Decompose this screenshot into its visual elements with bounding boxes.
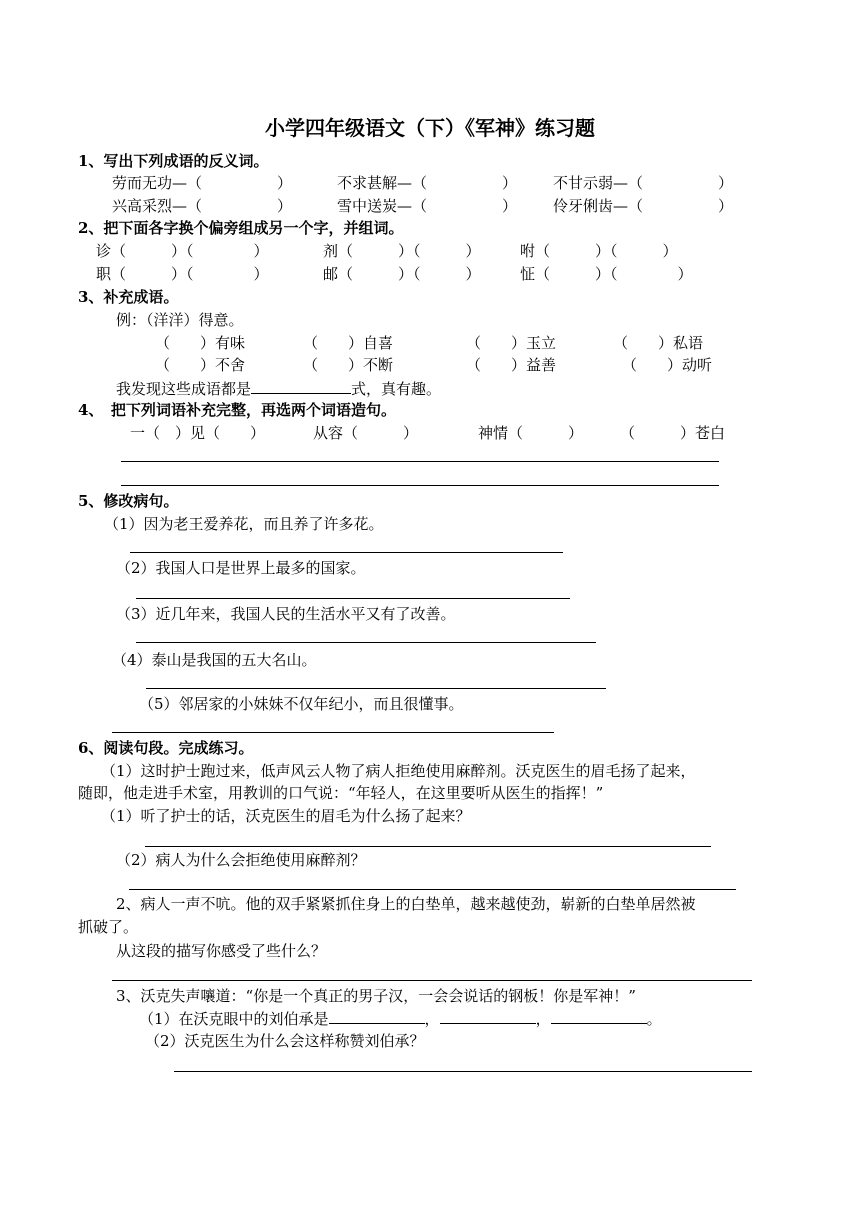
answer-line[interactable] — [129, 889, 736, 890]
page-title: 小学四年级语文（下）《军神》练习题 — [265, 116, 595, 140]
sentence-question: （3）近几年来，我国人民的生活水平又有了改善。 — [116, 605, 456, 623]
reading-question: （2）病人为什么会拒绝使用麻醉剂？ — [116, 851, 366, 869]
section-3-heading: 3、补充成语。 — [78, 288, 179, 306]
word-item: 神情（ ） — [478, 424, 584, 442]
answer-line[interactable] — [130, 552, 563, 553]
radical-item: 咐（ ）（ ） — [520, 242, 678, 260]
reading-question: （2）沃克医生为什么会这样称赞刘伯承？ — [145, 1032, 425, 1050]
idiom-item: （ ）不断 — [303, 356, 394, 374]
answer-blank[interactable] — [440, 1008, 536, 1024]
idiom-item: （ ）益善 — [466, 356, 557, 374]
answer-line[interactable] — [121, 485, 719, 486]
answer-blank[interactable] — [551, 1008, 647, 1024]
sentence-question: （1）因为老王爱养花，而且养了许多花。 — [104, 515, 384, 533]
answer-line[interactable] — [112, 980, 752, 981]
idiom-item: （ ）动听 — [622, 356, 713, 374]
idiom-item: （ ）不舍 — [155, 356, 246, 374]
answer-line[interactable] — [136, 598, 570, 599]
antonym-item: 劳而无功—（ ） — [112, 174, 293, 192]
section-1-heading: 1、写出下列成语的反义词。 — [78, 152, 269, 170]
reading-question: 从这段的描写你感受了些什么？ — [116, 942, 327, 960]
answer-line[interactable] — [146, 688, 606, 689]
antonym-item: 雪中送炭—（ ） — [337, 197, 518, 215]
radical-item: 怔（ ）（ ） — [520, 265, 693, 283]
answer-line[interactable] — [121, 461, 719, 462]
example-text: 例：（洋洋）得意。 — [116, 311, 244, 329]
answer-blank[interactable] — [251, 378, 351, 394]
section-6-heading: 6、阅读句段。完成练习。 — [78, 739, 254, 757]
word-item: 从容（ ） — [313, 424, 419, 442]
passage-text: 2、病人一声不吭。他的双手紧紧抓住身上的白垫单，越来越使劲，崭新的白垫单居然被 — [116, 895, 696, 913]
section-4-heading: 4、 把下列词语补充完整，再选两个词语造句。 — [78, 401, 396, 419]
sentence-question: （5）邻居家的小妹妹不仅年纪小，而且很懂事。 — [139, 695, 464, 713]
answer-line[interactable] — [174, 1071, 752, 1072]
radical-item: 剂（ ）（ ） — [323, 242, 481, 260]
word-item: （ ）苍白 — [620, 424, 726, 442]
section-2-heading: 2、把下面各字换个偏旁组成另一个字，并组词。 — [78, 219, 404, 237]
radical-item: 邮（ ）（ ） — [323, 265, 481, 283]
discover-line: 我发现这些成语都是 式，真有趣。 — [116, 380, 442, 398]
answer-line[interactable] — [112, 732, 554, 733]
answer-line[interactable] — [136, 642, 596, 643]
radical-item: 职（ ）（ ） — [96, 265, 269, 283]
idiom-item: （ ）玉立 — [466, 334, 557, 352]
reading-question: （1）听了护士的话，沃克医生的眉毛为什么扬了起来？ — [101, 807, 471, 825]
radical-item: 诊（ ）（ ） — [96, 242, 269, 260]
antonym-item: 伶牙俐齿—（ ） — [553, 197, 734, 215]
word-item: 一（ ）见（ ） — [130, 424, 266, 442]
passage-text: （1）这时护士跑过来，低声风云人物了病人拒绝使用麻醉剂。沃克医生的眉毛扬了起来， — [101, 762, 696, 780]
fill-in-question: （1）在沃克眼中的刘伯承是 ， ， 。 — [139, 1010, 662, 1028]
antonym-item: 不求甚解—（ ） — [337, 174, 518, 192]
antonym-item: 不甘示弱—（ ） — [553, 174, 734, 192]
idiom-item: （ ）自喜 — [303, 334, 394, 352]
passage-text: 3、沃克失声嚷道：“你是一个真正的男子汉，一会会说话的钢板！你是军神！” — [116, 987, 636, 1005]
section-5-heading: 5、修改病句。 — [78, 492, 179, 510]
passage-text: 抓破了。 — [78, 918, 139, 936]
answer-line[interactable] — [145, 846, 711, 847]
sentence-question: （2）我国人口是世界上最多的国家。 — [116, 559, 366, 577]
idiom-item: （ ）有味 — [155, 334, 246, 352]
answer-blank[interactable] — [329, 1008, 425, 1024]
passage-text: 随即，他走进手术室，用教训的口气说：“年轻人，在这里要听从医生的指挥！” — [78, 784, 604, 802]
idiom-item: （ ）私语 — [613, 334, 704, 352]
sentence-question: （4）泰山是我国的五大名山。 — [112, 651, 317, 669]
antonym-item: 兴高采烈—（ ） — [112, 197, 293, 215]
